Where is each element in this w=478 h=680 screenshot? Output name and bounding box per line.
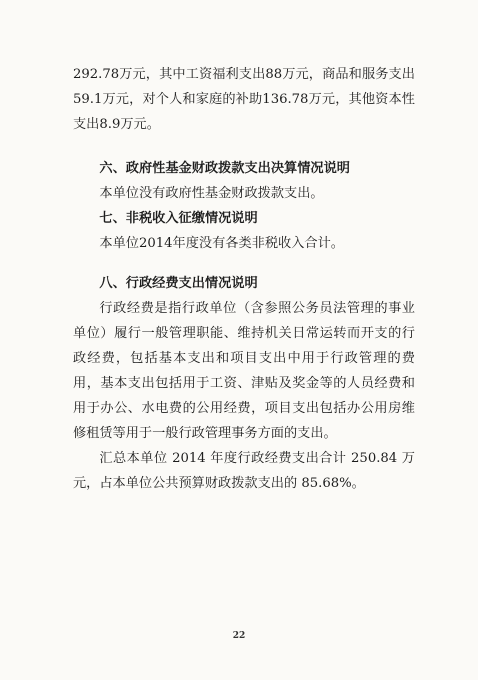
section-8-heading: 八、行政经费支出情况说明 — [99, 276, 258, 291]
section-6-heading: 六、政府性基金财政拨款支出决算情况说明 — [99, 161, 350, 176]
section-8-body-2: 汇总本单位 2014 年度行政经费支出合计 250.84 万元，占本单位公共预算财政拨款支出的 85.68%。 — [73, 451, 415, 491]
section-7-body: 本单位2014年度没有各类非税收入合计。 — [99, 236, 344, 251]
carryover-paragraph: 292.78万元，其中工资福利支出88万元，商品和服务支出59.1万元，对个人和家庭的补助136.78万元，其他资本性支出8.9万元。 — [73, 67, 415, 132]
document-body — [73, 62, 415, 496]
section-7-heading: 七、非税收入征缴情况说明 — [99, 211, 258, 226]
spacer — [73, 256, 415, 271]
section-6-body: 本单位没有政府性基金财政拨款支出。 — [99, 186, 324, 201]
spacer — [73, 137, 415, 156]
page-number: 22 — [232, 631, 246, 641]
section-8-body-1: 行政经费是指行政单位（含参照公务员法管理的事业单位）履行一般管理职能、维持机关日常运转而开支的行政经费，包括基本支出和项目支出中用于行政管理的费用，基本支出包括用于工资、津贴及奖金等的人员经费和用于办公、水电费的公用经费，项目支出包括办公用房维修租赁等用于一般行政管理事务方面的支出。 — [73, 301, 415, 441]
